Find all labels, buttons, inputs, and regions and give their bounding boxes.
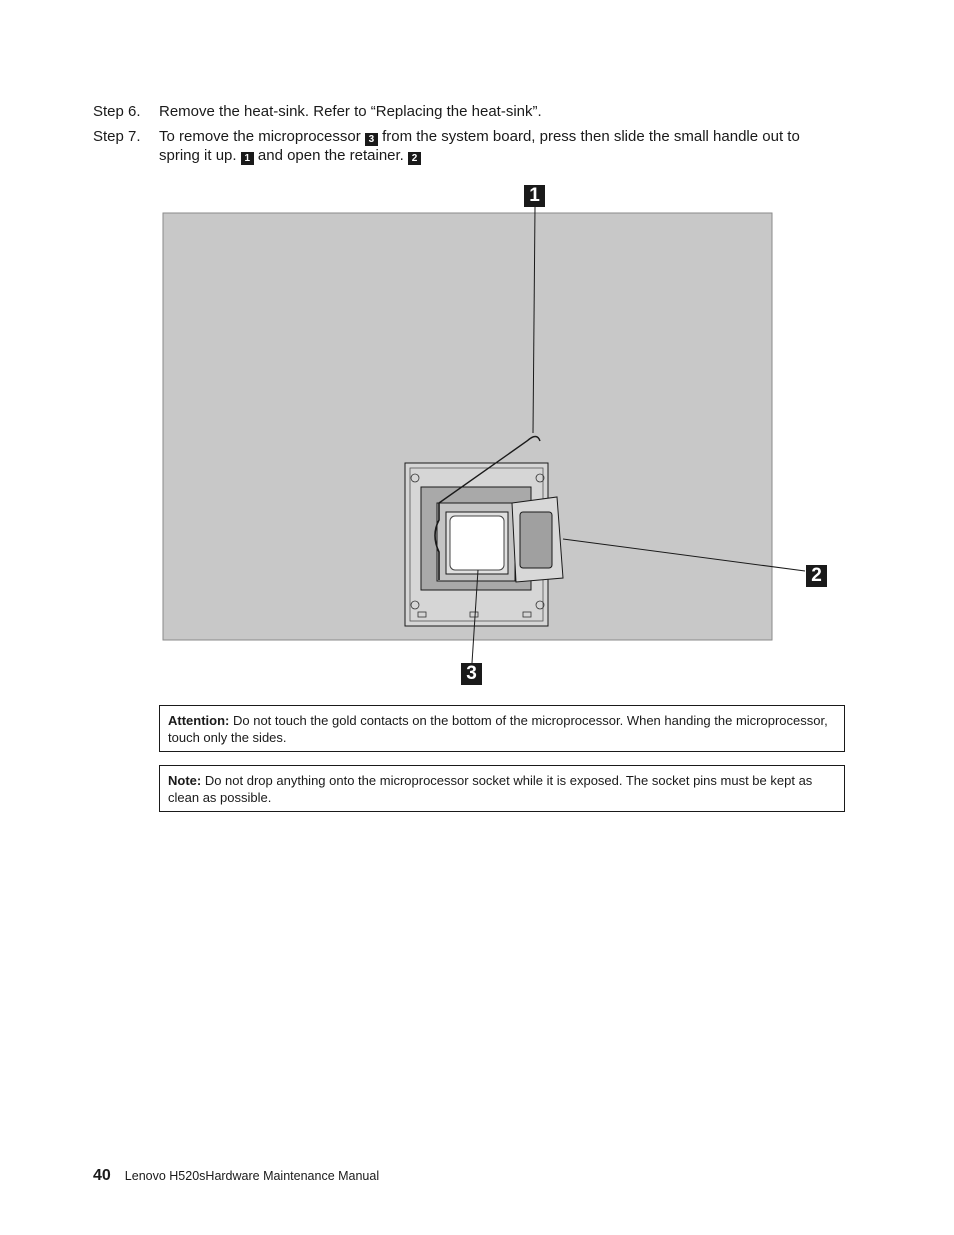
step-text-part: To remove the microprocessor: [159, 128, 365, 145]
step-text: Remove the heat-sink. Refer to “Replacing the heat-sink”.: [159, 103, 542, 120]
note-label: Note:: [168, 773, 202, 788]
attention-label: Attention:: [168, 713, 230, 728]
step-text-part: from the system board, press then slide the small handle out to spring it up.: [159, 128, 800, 164]
callout-badge-1: 1: [241, 152, 254, 165]
attention-text: Do not touch the gold contacts on the bottom of the microprocessor. When handing the microprocessor, touch only the sides.: [168, 713, 828, 745]
step-text-part: and open the retainer.: [253, 147, 409, 164]
figure-callout-2: 2: [806, 565, 827, 587]
callout-badge-2: 2: [408, 152, 421, 165]
step-number: Step 6.: [93, 103, 141, 120]
note-text: Do not drop anything onto the microprocessor socket while it is exposed. The socket pins must be kept as clean as possible.: [168, 773, 813, 805]
callout-badge-3: 3: [365, 133, 378, 146]
figure-callout-1: 1: [524, 185, 545, 207]
page-number: 40: [93, 1167, 111, 1184]
note-box: [159, 765, 845, 812]
figure-callout-3: 3: [461, 663, 482, 685]
step-number: Step 7.: [93, 128, 141, 145]
manual-title: Lenovo H520sHardware Maintenance Manual: [124, 1169, 380, 1183]
page-footer: [93, 1167, 379, 1185]
attention-box: [159, 705, 845, 752]
